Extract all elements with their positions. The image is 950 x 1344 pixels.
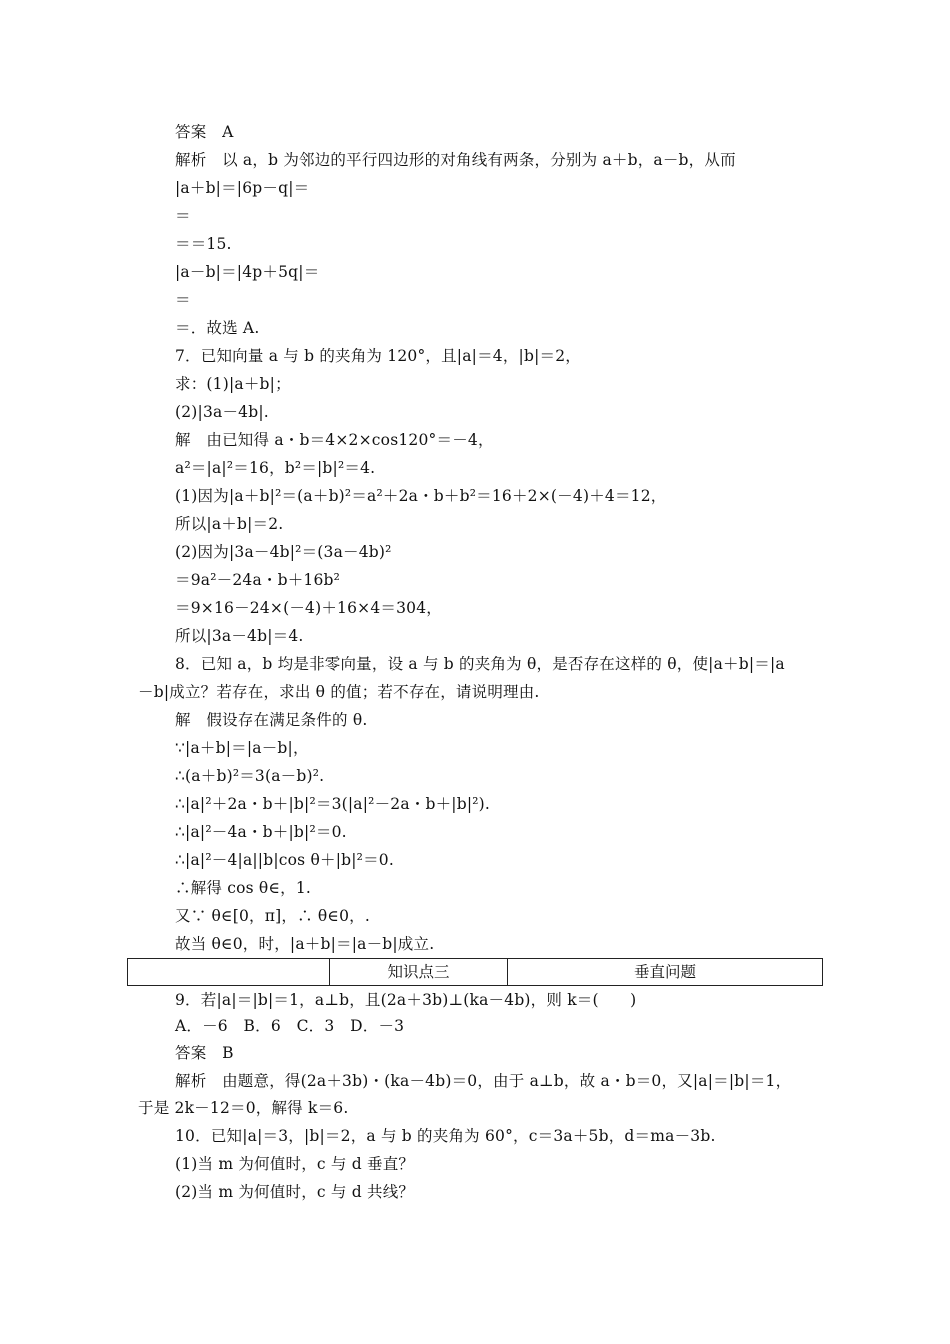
- text-line: ＝．故选 A.: [175, 319, 260, 337]
- text-line: ＝: [175, 207, 191, 225]
- text-line: ＝9×16－24×(－4)＋16×4＝304，: [175, 599, 442, 617]
- text-line: |a＋b|＝|6p－q|＝: [175, 179, 310, 197]
- section-header-table: [127, 958, 823, 986]
- text-line: ∴|a|²－4|a||b|cos θ＋|b|²＝0.: [175, 851, 394, 869]
- text-line: 解 由已知得 a・b＝4×2×cos120°＝－4，: [175, 431, 494, 449]
- text-line: 8．已知 a，b 均是非零向量，设 a 与 b 的夹角为 θ，是否存在这样的 θ，使|a＋b|＝|a: [175, 655, 785, 673]
- text-line: A．－6 B．6 C．3 D．－3: [175, 1017, 405, 1035]
- text-line: 解析 由题意，得(2a＋3b)・(ka－4b)＝0，由于 a⊥b，故 a・b＝0，又|a|＝|b|＝1，: [175, 1072, 792, 1090]
- text-line: a²＝|a|²＝16，b²＝|b|²＝4.: [175, 459, 376, 477]
- table-cell-section: 知识点三: [330, 959, 508, 985]
- text-line: ∵|a＋b|＝|a－b|，: [175, 739, 309, 757]
- text-line: |a－b|＝|4p＋5q|＝: [175, 263, 320, 281]
- text-line: 10．已知|a|＝3，|b|＝2，a 与 b 的夹角为 60°，c＝3a＋5b，d＝ma－3b.: [175, 1127, 716, 1145]
- text-line: 又∵ θ∈[0，π]，∴ θ∈0，.: [175, 907, 370, 925]
- text-line: 答案 B: [175, 1044, 234, 1062]
- text-line: 所以|a＋b|＝2.: [175, 515, 284, 533]
- table-cell-empty: [128, 959, 330, 985]
- text-line: 解 假设存在满足条件的 θ.: [175, 711, 368, 729]
- text-line: ∴(a＋b)²＝3(a－b)².: [175, 767, 325, 785]
- text-line: (1)当 m 为何值时，c 与 d 垂直？: [175, 1155, 415, 1173]
- text-line: 解析 以 a，b 为邻边的平行四边形的对角线有两条，分别为 a＋b，a－b，从而: [175, 151, 736, 169]
- text-line: ∴|a|²－4a・b＋|b|²＝0.: [175, 823, 347, 841]
- text-line: ∴|a|²＋2a・b＋|b|²＝3(|a|²－2a・b＋|b|²).: [175, 795, 491, 813]
- text-line: 所以|3a－4b|＝4.: [175, 627, 304, 645]
- text-line: 求：(1)|a＋b|；: [175, 375, 291, 393]
- text-line: (2)当 m 为何值时，c 与 d 共线？: [175, 1183, 415, 1201]
- text-line: ∴解得 cos θ∈，1.: [175, 879, 312, 897]
- text-line: (2)|3a－4b|.: [175, 403, 269, 421]
- text-line: －b|成立？若存在，求出 θ 的值；若不存在，请说明理由.: [138, 683, 540, 701]
- text-line: 9．若|a|＝|b|＝1，a⊥b，且(2a＋3b)⊥(ka－4b)，则 k＝( ): [175, 991, 637, 1009]
- text-line: 于是 2k－12＝0，解得 k＝6.: [138, 1099, 349, 1117]
- text-line: ＝9a²－24a・b＋16b²: [175, 571, 341, 589]
- table-cell-topic: 垂直问题: [633, 963, 696, 981]
- text-line: (2)因为|3a－4b|²＝(3a－4b)²: [175, 543, 392, 561]
- text-line: 7．已知向量 a 与 b 的夹角为 120°，且|a|＝4，|b|＝2，: [175, 347, 581, 365]
- text-line: ＝＝15.: [175, 235, 232, 253]
- text-line: 故当 θ∈0，时，|a＋b|＝|a－b|成立.: [175, 935, 435, 953]
- text-line: (1)因为|a＋b|²＝(a＋b)²＝a²＋2a・b＋b²＝16＋2×(－4)＋4＝12，: [175, 487, 667, 505]
- text-line: ＝: [175, 291, 191, 309]
- text-line: 答案 A: [175, 123, 234, 141]
